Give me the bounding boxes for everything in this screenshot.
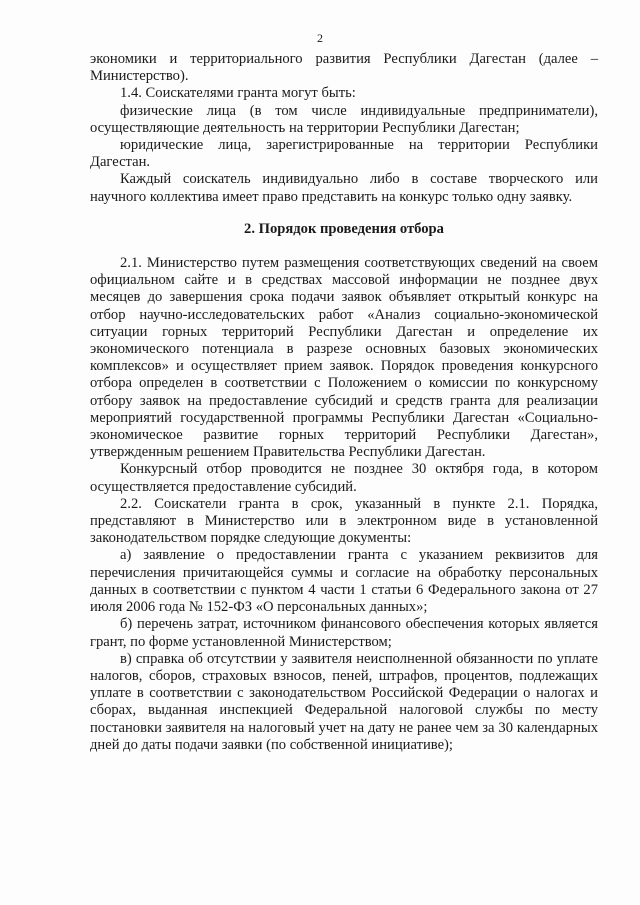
paragraph: 1.4. Соискателями гранта могут быть: — [120, 85, 356, 102]
page-number: 2 — [317, 31, 323, 45]
paragraph: в) справка об отсутствии у заявителя неисполненной обязанности по уплате налогов, сборов, страховых взносов, пеней, штрафов, процентов, подлежащих уплате в соответствии с законодательством Российской Федерации о налогах и сборах, выданная инспекцией Федеральной налоговой службы по месту постановки заявителя на налоговый учет на дату не ранее чем за 30 календарных дней до даты подачи заявки (по собственной инициативе); — [90, 650, 598, 753]
paragraph: экономики и территориального развития Республики Дагестан (далее – Министерство). — [90, 51, 598, 85]
document-body — [90, 51, 598, 754]
paragraph: Конкурсный отбор проводится не позднее 30 октября года, в котором осуществляется предоставление субсидий. — [90, 461, 598, 495]
paragraph: Каждый соискатель индивидуально либо в составе творческого или научного коллектива имеет право представить на конкурс только одну заявку. — [90, 171, 598, 205]
paragraph: б) перечень затрат, источником финансового обеспечения которых является грант, по форме установленной Министерством; — [90, 616, 598, 650]
paragraph: физические лица (в том числе индивидуальные предприниматели), осуществляющие деятельность на территории Республики Дагестан; — [90, 102, 598, 136]
paragraph: а) заявление о предоставлении гранта с указанием реквизитов для перечисления причитающейся суммы и согласие на обработку персональных данных в соответствии с пунктом 4 части 1 статьи 6 Федерального закона от 27 июля 2006 года № 152-ФЗ «О персональных данных»; — [90, 547, 598, 616]
paragraph: 2.1. Министерство путем размещения соответствующих сведений на своем официальном сайте и в средствах массовой информации не позднее двух месяцев до завершения срока подачи заявок объявляет открытый конкурс на отбор научно-исследовательских работ «Анализ социально-экономической ситуации горных территорий Республики Дагестан и определение их экономического потенциала в разрезе основных базовых экономических комплексов» и осуществляет прием заявок. Порядок проведения конкурсного отбора определен в соответствии с Положением о комиссии по конкурсному отбору заявок на предоставление субсидий и средств гранта для реализации мероприятий государственной программы Республики Дагестан «Социально-экономическое развитие горных территорий Республики Дагестан», утвержденным решением Правительства Республики Дагестан. — [90, 255, 598, 461]
section-heading: 2. Порядок проведения отбора — [244, 220, 444, 237]
paragraph: юридические лица, зарегистрированные на территории Республики Дагестан. — [90, 137, 598, 171]
paragraph: 2.2. Соискатели гранта в срок, указанный в пункте 2.1. Порядка, представляют в Министерство или в электронном виде в установленной законодательством порядке следующие документы: — [90, 495, 598, 547]
